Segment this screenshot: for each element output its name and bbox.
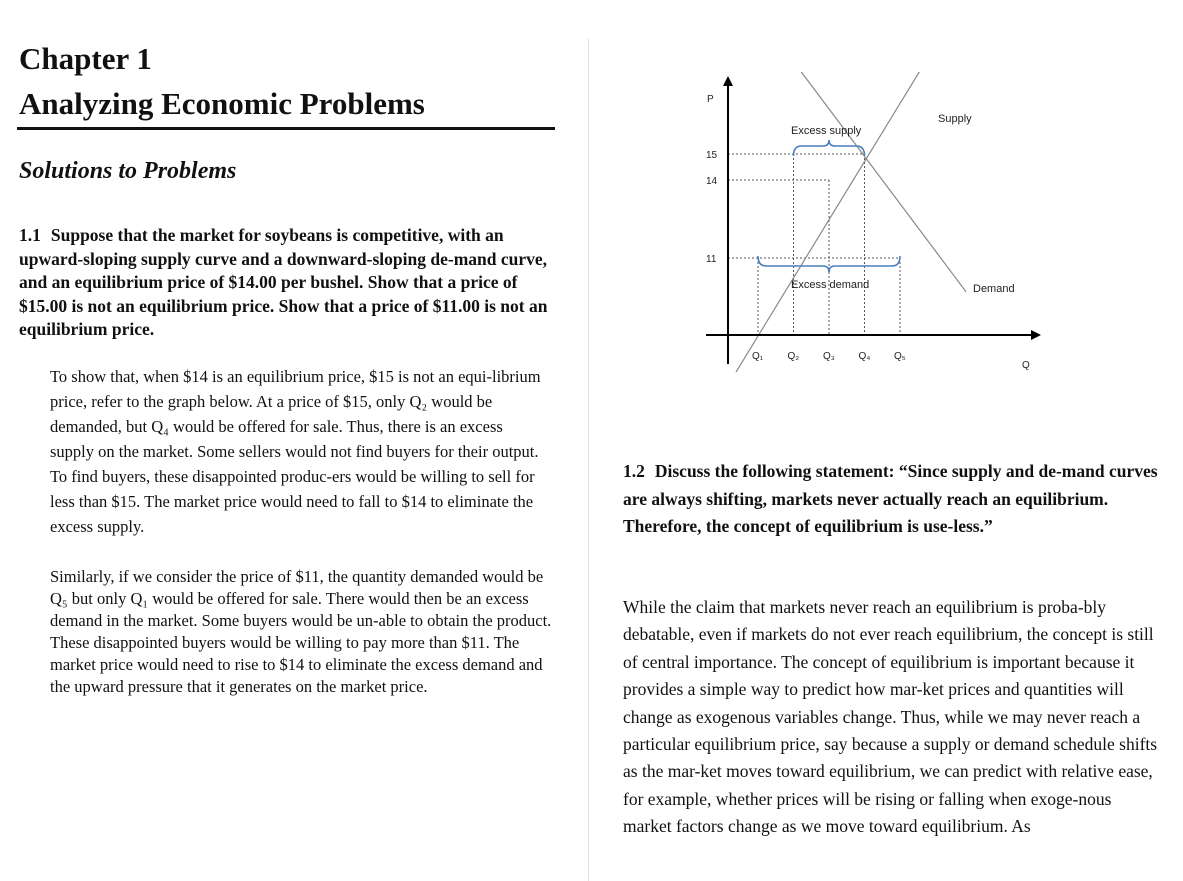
right-page <box>588 0 1183 881</box>
problem-text: Discuss the following statement: “Since supply and de-mand curves are always shifting, markets never actually reach an equilibrium. Therefore, the concept of equilibrium is use-less.” <box>623 461 1158 536</box>
problem-1-1-question <box>19 224 564 342</box>
y-tick-label: 15 <box>706 150 718 161</box>
axes <box>706 76 1041 371</box>
problem-1-1-answer-paragraph-2: Similarly, if we consider the price of $11, the quantity demanded would be Q₅ but only Q₁ would be offered for sale. There would then be an excess demand in the market. Some buyers would be un-able to obtain the product. These disappointed buyers would be willing to pay more than $11. The market price would need to rise to $14 to eliminate the excess demand and the upward pressure that it generates on the market price. <box>50 567 552 696</box>
x-tick-label: Q₅ <box>894 351 906 362</box>
demand-curve-label: Demand <box>973 283 1015 295</box>
y-axis-arrow <box>723 76 733 86</box>
problem-1-2-question <box>623 458 1171 541</box>
demand-curve <box>734 72 966 292</box>
x-tick-label: Q₁ <box>752 351 764 362</box>
problem-text: Suppose that the market for soybeans is competitive, with an upward-sloping supply curve and a downward-sloping de-mand curve, and an equilibrium price of $14.00 per bushel. Show that a price of $15.00 is not an equilibrium price. Show that a price of $11.00 is not an equilibrium price. <box>19 225 548 340</box>
section-title: Solutions to Problems <box>19 158 237 184</box>
problem-1-1-answer-paragraph-1: To show that, when $14 is an equilibrium price, $15 is not an equi-librium price, refer to the graph below. At a price of $15, only Q₂ would be demanded, but Q₄ would be offered for sale. Thus, there is an excess supply on the market. Some sellers would not find buyers for their output. To find buyers, these disappointed produc-ers would be willing to sell for less than $15. The market price would need to fall to $14 to eliminate the excess supply. <box>50 367 541 536</box>
problem-number: 1.2 <box>623 461 645 481</box>
x-axis-label: Q <box>1022 360 1030 371</box>
excess-demand-label: Excess demand <box>791 279 870 291</box>
tick-labels <box>706 150 906 362</box>
y-tick-label: 14 <box>706 176 718 187</box>
supply-demand-chart <box>698 72 1148 372</box>
x-tick-label: Q₄ <box>858 351 871 362</box>
chapter-number: Chapter 1 <box>19 41 152 76</box>
y-axis-label: P <box>707 94 714 105</box>
x-axis-arrow <box>1031 330 1041 340</box>
y-tick-label: 11 <box>706 254 717 265</box>
excess-supply-label: Excess supply <box>791 125 862 137</box>
left-page <box>0 0 588 881</box>
x-tick-label: Q₃ <box>823 351 835 362</box>
problem-1-2-answer: While the claim that markets never reach an equilibrium is proba-bly debatable, even if markets do not ever reach equilibrium, the concept is still of central importance. The concept of equilibrium is important because it provides a simple way to predict how mar-ket prices and quantities will change as exogenous variables change. Thus, while we may never reach a particular equilibrium price, say because a supply or demand schedule shifts as the mar-ket moves toward equilibrium, we can predict with relative ease, for example, whether prices will be rising or falling when exoge-nous market factors change as we move toward equilibrium. As <box>623 597 1158 837</box>
chapter-title: Analyzing Economic Problems <box>19 86 425 121</box>
supply-curve <box>734 72 932 372</box>
problem-number: 1.1 <box>19 225 41 245</box>
supply-curve-label: Supply <box>938 113 972 125</box>
chapter-rule <box>17 127 555 130</box>
chapter-heading <box>19 36 559 126</box>
x-tick-label: Q₂ <box>787 351 800 362</box>
curves <box>734 72 966 372</box>
